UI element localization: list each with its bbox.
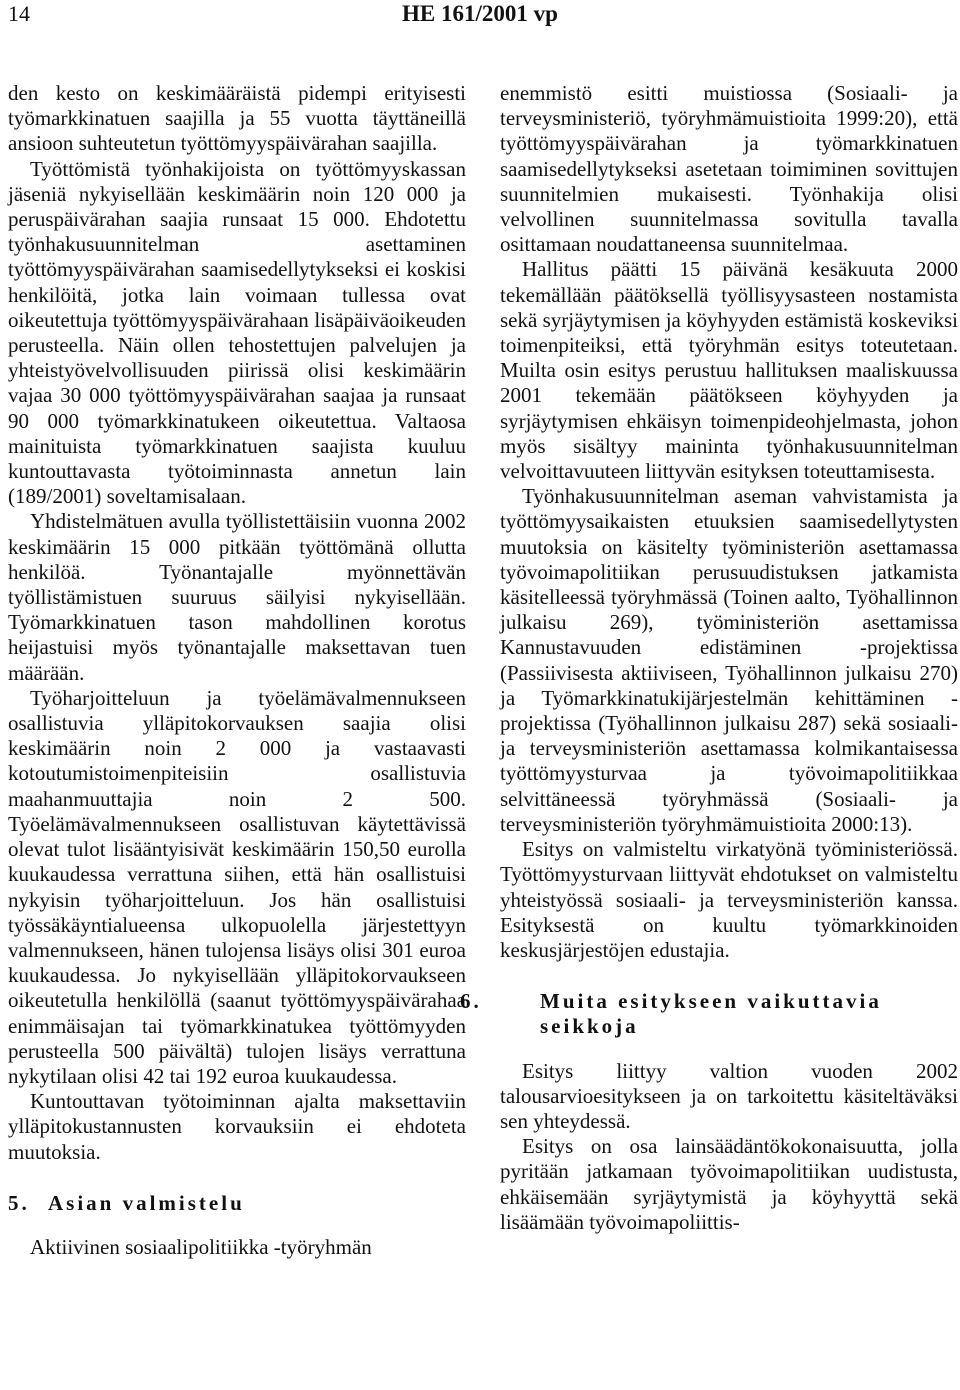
page-number: 14 [8,1,30,26]
paragraph: Työharjoitteluun ja työelämävalmennukseen osallistuvia ylläpitokorvauksen saajia olisi keskimäärin noin 2 000 ja vastaavasti kotoutumistoimenpiteisiin osallistuvia maahanmuuttajia noin 2 500. Työelämävalmennukseen osallistuvan käytettävissä olevat tulot lisääntyisivät keskimäärin 150,50 eurolla kuukaudessa verrattuna siihen, että hän osallistuisi nykyisin työharjoitteluun. Jos hän osallistuisi työssäkäyntialueensa ulkopuolella järjestettyyn valmennukseen, hänen tulojensa lisäys olisi 301 euroa kuukaudessa. Jo nykyisellään ylläpitokorvaukseen oikeutetulla henkilöllä (saanut työttömyyspäivärahaa enimmäisajan tai työmarkkinatukea työttömyyden perusteella 500 päivältä) tulojen lisäys verrattuna nykytilaan olisi 42 tai 192 euroa kuukaudessa. [8,685,466,1088]
paragraph: Aktiivinen sosiaalipolitiikka -työryhmän [30,1234,372,1259]
section-heading-6 [460,989,958,1039]
section-title: Asian valmistelu [48,1190,245,1215]
section-number: 5. [8,1190,30,1215]
paragraph: Esitys on valmisteltu virkatyönä työministeriössä. Työttömyysturvaan liittyvät ehdotukset on valmisteltu yhteistyössä sosiaali- ja terveysministeriön kanssa. Esityksestä on kuultu työmarkkinoiden keskusjärjestöjen edustajia. [500,837,958,962]
section-number: 6. [460,989,482,1014]
paragraph: Kuntouttavan työtoiminnan ajalta maksettaviin ylläpitokustannusten korvauksiin ei ehdoteta muutoksia. [8,1089,466,1164]
paragraph: Työnhakusuunnitelman aseman vahvistamista ja työttömyysaikaisten etuuksien saamisedellytysten muutoksia on käsitelty työministeriön asettamassa työvoimapolitiikan perusuudistuksen jatkamista käsitelleessä työryhmässä (Toinen aalto, Työhallinnon julkaisu 269), työministeriön asettamissa Kannustavuuden edistäminen -projektissa (Passiivisesta aktiiviseen, Työhallinnon julkaisu 270) ja Työmarkkinatukijärjestelmän kehittäminen -projektissa (Työhallinnon julkaisu 287) sekä sosiaali- ja terveysministeriön asettamassa kolmikantaisessa työttömyysturvaa ja työvoimapolitiikkaa selvittäneessä työryhmässä (Sosiaali- ja terveysministeriön työryhmämuistioita 2000:13). [500,484,958,836]
right-column [460,81,958,1235]
paragraph: Esitys liittyy valtion vuoden 2002 talousarvioesitykseen ja on tarkoitettu käsiteltäväksi sen yhteydessä. [500,1058,958,1133]
paragraph: Työttömistä työnhakijoista on työttömyyskassan jäseniä nykyisellään keskimäärin noin 120 000 ja peruspäivärahan saajia runsaat 15 000. Ehdotettu työnhakusuunnitelman asettaminen työttömyyspäivärahan saamisedellytykseksi ei koskisi henkilöitä, jotka lain voimaan tullessa ovat oikeutettuja työttömyyspäivärahaan lisäpäiväoikeuden perusteella. Näin ollen tehostettujen palvelujen ja yhteistyövelvollisuuden piirissä olisi keskimäärin vajaa 30 000 työttömyyspäivärahan saajaa ja runsaat 90 000 työmarkkinatukeen oikeutettua. Valtaosa mainituista työmarkkinatuen saajista kuuluu kuntouttavasta työtoiminnasta annetun lain (189/2001) soveltamisalaan. [8,156,466,509]
paragraph: Yhdistelmätuen avulla työllistettäisiin vuonna 2002 keskimäärin 15 000 pitkään työttömänä ollutta henkilöä. Työnantajalle myönnettävän työllistämistuen suuruus säilyisi nykyisellään. Työmarkkinatuen tason mahdollinen korotus heijastuisi myös työnantajalle maksettavan tuen määrään. [8,509,466,685]
paragraph: enemmistö esitti muistiossa (Sosiaali- ja terveysministeriö, työryhmämuistioita 1999:20), että työttömyyspäivärahan ja työmarkkinatuen saamisedellytykseksi asetetaan toimiminen sovittujen suunnitelmien mukaisesti. Työnhakija olisi velvollinen suunnitelmassa sovitulla tavalla osittamaan noudattaneensa suunnitelmaa. [500,81,958,257]
paragraph: Esitys on osa lainsäädäntökokonaisuutta, jolla pyritään jatkamaan työvoimapolitiikan uudistusta, ehkäisemään syrjäytymistä ja köyhyyttä sekä lisäämään työvoimapoliittis- [500,1134,958,1234]
document-title: HE 161/2001 vp [402,1,558,26]
left-column [8,81,466,1260]
paragraph: Hallitus päätti 15 päivänä kesäkuuta 2000 tekemällään päätöksellä työllisyysasteen nostamista sekä syrjäytymisen ja köyhyyden estämistä koskeviksi toimenpiteiksi, että työryhmän esitys toteutetaan. Muilta osin esitys perustuu hallituksen maaliskuussa 2001 tekemään päätökseen köyhyyden ja syrjäytymisen ehkäisyn toimenpideohjelmasta, johon myös sisältyy maininta työnhakusuunnitelman velvoittavuuteen liittyvän esityksen toteuttamisesta. [500,257,958,484]
paragraph: den kesto on keskimääräistä pidempi erityisesti työmarkkinatuen saajilla ja 55 vuotta täyttäneillä ansioon suhteutetun työttömyyspäivärahan saajilla. [8,81,466,156]
section-heading-5 [8,1191,466,1216]
section-title: Muita esitykseen vaikuttavia seikkoja [540,989,882,1039]
